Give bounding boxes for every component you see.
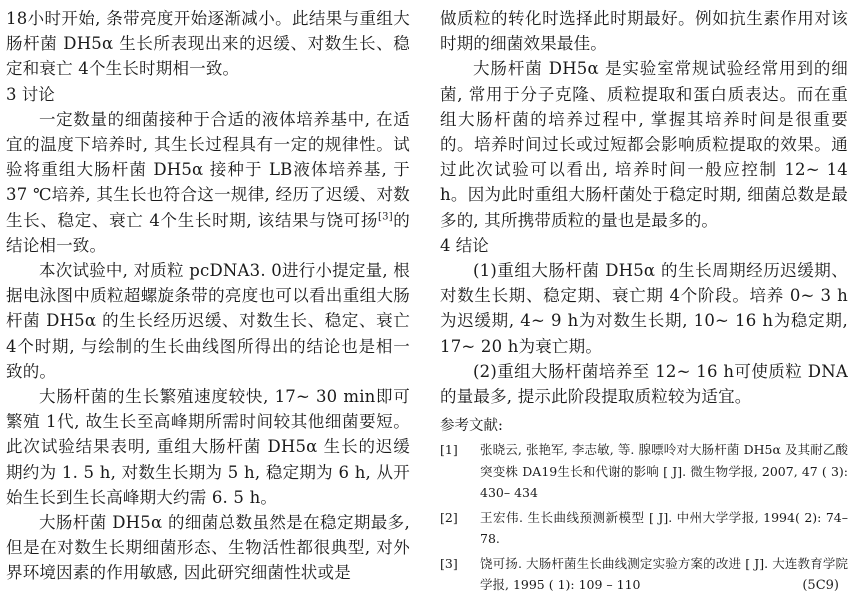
left-column <box>6 6 410 586</box>
page-mark: (5C9) <box>802 578 839 593</box>
reference-text: 张晓云, 张艳军, 李志敏, 等. 腺嘌呤对大肠杆菌 DH5α 及其耐乙酸突变株 DA19生长和代谢的影响 [ J]. 微生物学报, 2007, 47 ( 3): 430– 434 <box>480 442 848 501</box>
conclusion-item-2: (2)重组大肠杆菌培养至 12~ 16 h可使质粒 DNA的量最多, 提示此阶段提取质粒较为适宜。 <box>440 361 848 407</box>
discussion-paragraph-1 <box>6 107 410 258</box>
reference-item <box>440 553 848 596</box>
reference-item <box>440 439 848 504</box>
results-paragraph-end: 18小时开始, 条带亮度开始逐渐减小。此结果与重组大肠杆菌 DH5α 生长所表现出来的迟缓、对数生长、稳定和衰亡 4个生长时期相一致。 <box>6 9 410 79</box>
discussion-paragraph-1-text: 一定数量的细菌接种于合适的液体培养基中, 在适宜的温度下培养时, 其生长过程具有一定的规律性。试验将重组大肠杆菌 DH5α 接种于 LB液体培养基, 于 37 ℃培养, 其生长也符合这一规律, 经历了迟缓、对数生长、稳定、衰亡 4个生长时期, 该结果与饶可扬 <box>6 109 410 230</box>
discussion-paragraph-3: 大肠杆菌的生长繁殖速度较快, 17~ 30 min即可繁殖 1代, 故生长至高峰期所需时间较其他细菌要短。此次试验结果表明, 重组大肠杆菌 DH5α 生长的迟缓期约为 1. 5 h, 对数生长期为 5 h, 稳定期为 6 h, 从开始生长到生长高峰期大约需 6. 5 h。 <box>6 387 410 507</box>
references-list <box>440 439 848 596</box>
conclusion-item-1: (1)重组大肠杆菌 DH5α 的生长周期经历迟缓期、对数生长期、稳定期、衰亡期 4个阶段。培养 0~ 3 h为迟缓期, 4~ 9 h为对数生长期, 10~ 16 h为稳定期, 17~ 20 h为衰亡期。 <box>440 261 848 356</box>
discussion-paragraph-2: 本次试验中, 对质粒 pcDNA3. 0进行小提定量, 根据电泳图中质粒超螺旋条带的亮度也可以看出重组大肠杆菌 DH5α 的生长经历迟缓、对数生长、稳定、衰亡 4个时期, 与绘制的生长曲线图所得出的结论也是相一致的。 <box>6 261 410 381</box>
reference-number: [3] <box>440 555 458 571</box>
references-title: 参考文献: <box>440 418 503 435</box>
reference-text: 王宏伟. 生长曲线预测新模型 [ J]. 中州大学学报, 1994( 2): 74– 78. <box>480 509 848 547</box>
discussion-paragraph-4-end: 做质粒的转化时选择此时期最好。例如抗生素作用对该时期的细菌效果最佳。 <box>440 9 848 54</box>
reference-number: [1] <box>440 442 458 458</box>
right-column <box>440 6 848 599</box>
section-3-heading: 3 讨论 <box>6 84 55 104</box>
discussion-paragraph-1-tail: 的结论相一致。 <box>6 210 410 255</box>
discussion-paragraph-5: 大肠杆菌 DH5α 是实验室常规试验经常用到的细菌, 常用于分子克隆、质粒提取和蛋白质表达。而在重组大肠杆菌的培养过程中, 掌握其培养时间是很重要的。培养时间过长或过短都会影响质粒提取的效果。通过此次试验可以看出, 培养时间一般应控制 12~ 14 h。因为此时重组大肠杆菌处于稳定时期, 细菌总数是最多的, 其所携带质粒的量也是最多的。 <box>440 59 848 230</box>
reference-text: 饶可扬. 大肠杆菌生长曲线测定实验方案的改进 [ J]. 大连教育学院学报, 1995 ( 1): 109 – 110 <box>480 555 848 593</box>
reference-item <box>440 507 848 550</box>
citation-ref-3: [3] <box>378 211 393 223</box>
discussion-paragraph-4: 大肠杆菌 DH5α 的细菌总数虽然是在稳定期最多, 但是在对数生长期细菌形态、生物活性都很典型, 对外界环境因素的作用敏感, 因此研究细菌性状或是 <box>6 513 410 583</box>
reference-number: [2] <box>440 509 458 525</box>
section-4-heading: 4 结论 <box>440 235 489 255</box>
